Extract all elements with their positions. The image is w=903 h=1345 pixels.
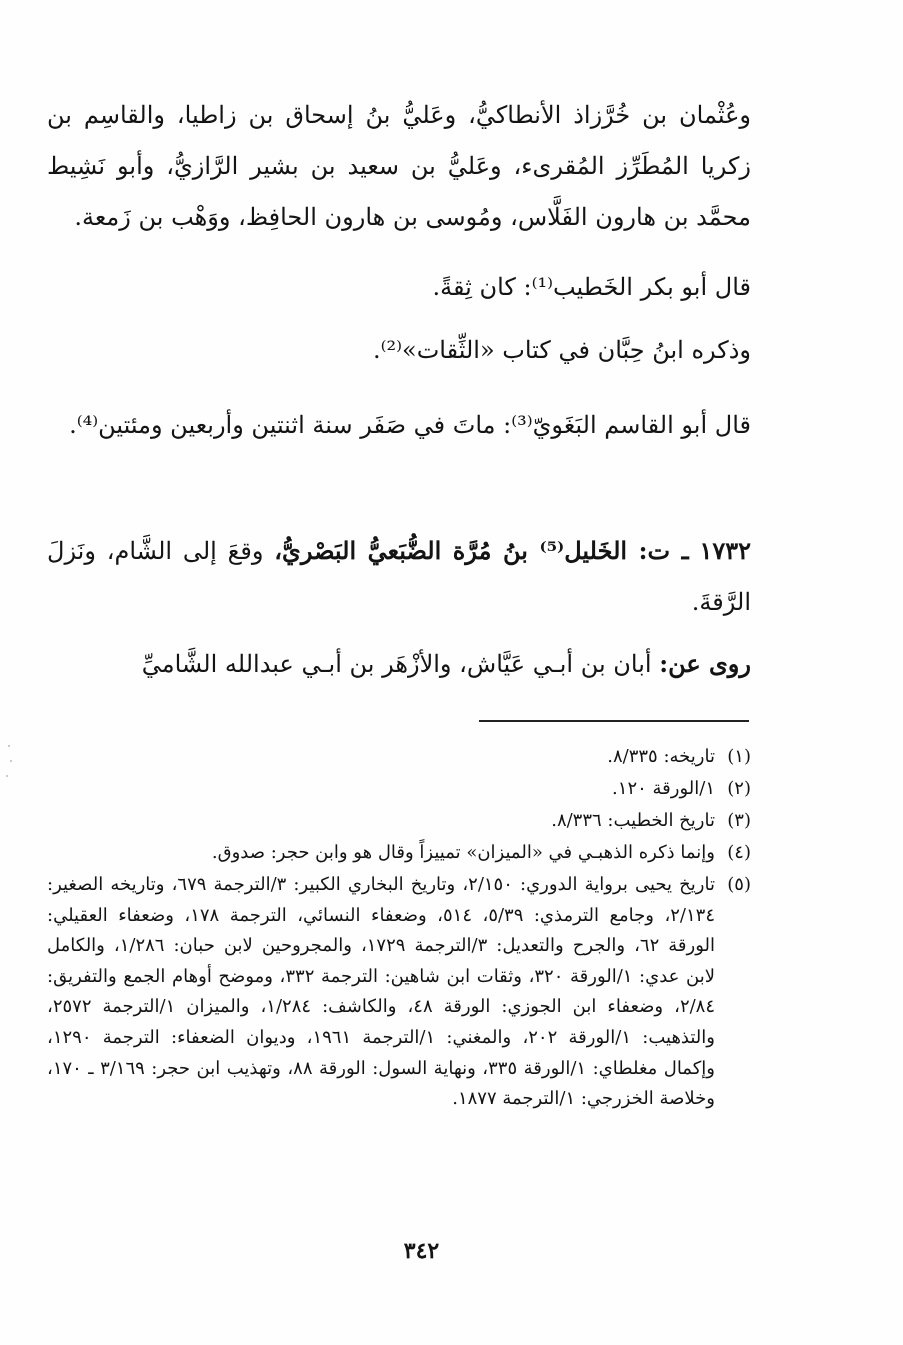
footnote-marker: (٤) [727,842,751,863]
footnote-item [47,870,751,1115]
footnote-item [47,806,751,836]
rawa-text: أبان بن أبـي عَيَّاش، والأزْهَر بن أبـي عبدالله الشَّاميِّ [141,650,652,678]
paragraph-students-list: وعُثْمان بن خُرَّزاذ الأنطاكيُّ، وعَليُّ بنُ إسحاق بن زاطيا، والقاسِم بن زكريا المُطَرِّز المُقرىء، وعَليُّ بن سعيد بن بشير الرَّازيُّ، وأبو نَشِيط محمَّد بن هارون الفَلَّاس، ومُوسى بن هارون الحافِظ، ووَهْب بن زَمعة. [47,101,751,231]
main-text-block [47,90,751,243]
footnote-marker: (١) [727,746,751,767]
scan-speck [10,760,12,762]
footnote-text: وإنما ذكره الذهبـي في «الميزان» تمييزاً وقال هو وابن حجر: صدوق. [211,842,715,863]
main-text-block [47,325,751,376]
footnote-text: ١/الورقة ١٢٠. [612,778,715,799]
page-number: ٣٤٢ [403,1238,440,1264]
main-text-block [47,262,751,313]
rawa-line [47,638,751,690]
footnote-item [47,742,751,772]
rawa-block [47,638,751,690]
footnote-item [47,774,751,804]
entry-title: ـ ت: الخَليل⁽⁵⁾ بنُ مُرَّة الضُّبَعيُّ البَصْريُّ، [274,536,689,565]
footnote-text: تاريخ الخطيب: ٨/٣٣٦. [551,810,715,831]
main-text-block [47,400,751,451]
entry-block [47,525,751,628]
footnote-marker: (٢) [727,778,751,799]
entry-description: وقعَ إلى الشَّام، ونَزلَ الرَّقةَ. [47,537,751,616]
footnote-text: تاريخه: ٨/٣٣٥. [607,746,715,767]
footnotes-section [47,742,751,1117]
footnote-marker: (٣) [727,810,751,831]
paragraph-baghawi-death: قال أبو القاسم البَغَويّ⁽³⁾: ماتَ في صَفَر سنة اثنتين وأربعين ومئتين⁽⁴⁾. [69,411,751,439]
footnote-item [47,838,751,868]
footnote-separator [479,720,749,722]
paragraph-khatib-quote: قال أبو بكر الخَطيب⁽¹⁾: كان ثِقةً. [432,273,751,301]
scan-speck [8,745,10,747]
footnote-text: تاريخ يحيى برواية الدوري: ٢/١٥٠، وتاريخ البخاري الكبير: ٣/الترجمة ٦٧٩، وتاريخه الصغير: ٢/١٣٤، وجامع الترمذي: ٥/٣٩، ٥١٤، وضعفاء النسائي، الترجمة ١٧٨، وضعفاء العقيلي: الورقة ٦٢، والجرح والتعديل: ٣/الترجمة ١٧٢٩، والمجروحين لابن حبان: ١/٢٨٦، والكامل لابن عدي: ١/الورقة ٣٢٠، وثقات ابن شاهين: الترجمة ٣٣٢، وموضح أوهام الجمع والتفريق: ٢/٨٤، وضعفاء ابن الجوزي: الورقة ٤٨، والكاشف: ١/٢٨٤، والميزان ١/الترجمة ٢٥٧٢، والتذهيب: ١/الورقة ٢٠٢، والمغني: ١/الترجمة ١٩٦١، وديوان الضعفاء: الترجمة ١٢٩٠، وإكمال مغلطاي: ١/الورقة ٣٣٥، ونهاية السول: الورقة ٨٨، وتهذيب ابن حجر: ٣/١٦٩ ـ ١٧٠، وخلاصة الخزرجي: ١/الترجمة ١٨٧٧. [47,874,716,1110]
paragraph-ibn-hibban: وذكره ابنُ حِبَّان في كتاب «الثِّقات»⁽²⁾. [372,336,751,364]
rawa-label: روى عن: [659,649,751,678]
footnote-marker: (٥) [727,874,751,895]
entry-heading [47,525,751,628]
scan-speck [6,775,8,777]
entry-number: ١٧٣٢ [699,536,752,565]
